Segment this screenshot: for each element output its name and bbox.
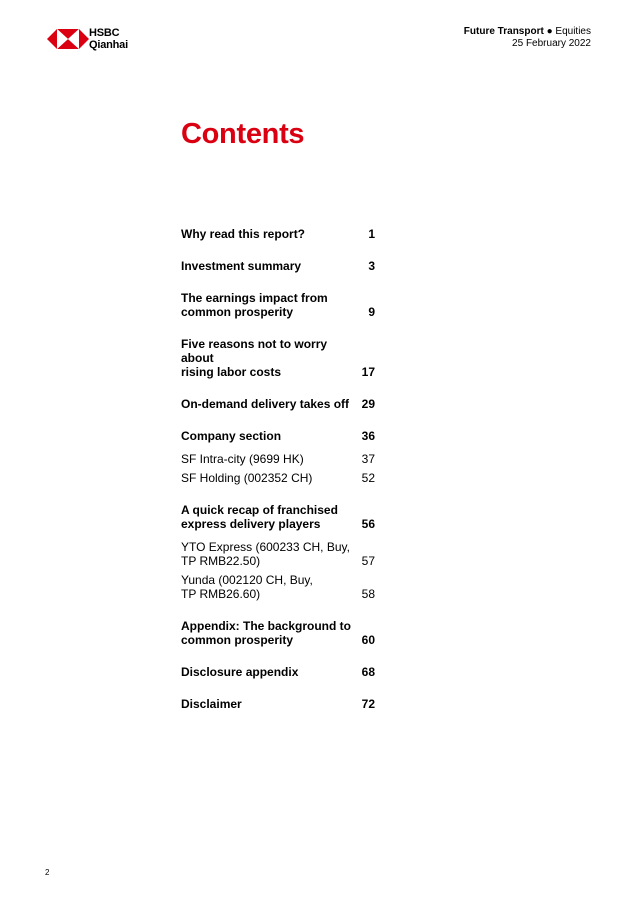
toc-entry[interactable] — [181, 227, 375, 241]
toc-entry[interactable] — [181, 503, 375, 531]
toc-entry-page: 29 — [361, 397, 375, 411]
toc-entry[interactable] — [181, 697, 375, 711]
bullet-separator: ● — [546, 26, 553, 37]
toc-entry-page: 1 — [368, 227, 375, 241]
table-of-contents — [181, 227, 375, 711]
toc-entry-page: 52 — [361, 471, 375, 485]
toc-entry-page: 3 — [368, 259, 375, 273]
toc-entry-page: 56 — [361, 517, 375, 531]
toc-entry-label: SF Intra-city (9699 HK) — [181, 452, 304, 466]
page-number: 2 — [45, 868, 50, 877]
toc-entry-page: 36 — [361, 429, 375, 443]
toc-entry-label: Yunda (002120 CH, Buy, TP RMB26.60) — [181, 573, 313, 601]
report-date: 25 February 2022 — [512, 38, 591, 49]
toc-entry-label: Investment summary — [181, 259, 302, 273]
toc-entry-label: YTO Express (600233 CH, Buy, TP RMB22.50) — [181, 540, 350, 568]
toc-entry-label: Disclaimer — [181, 697, 242, 711]
toc-entry-label: Why read this report? — [181, 227, 306, 241]
toc-entry-page: 72 — [361, 697, 375, 711]
toc-entry-label: SF Holding (002352 CH) — [181, 471, 313, 485]
toc-entry-page: 68 — [361, 665, 375, 679]
toc-entry[interactable] — [181, 619, 375, 647]
toc-entry[interactable] — [181, 291, 375, 319]
logo-text — [89, 27, 128, 51]
toc-subentry[interactable] — [181, 452, 375, 466]
toc-entry-page: 60 — [361, 633, 375, 647]
logo-line-hsbc: HSBC — [89, 27, 120, 39]
toc-entry[interactable] — [181, 397, 375, 411]
toc-entry-label: The earnings impact from common prosperity — [181, 291, 328, 319]
toc-entry-page: 17 — [361, 365, 375, 379]
report-series-line — [464, 26, 591, 38]
toc-entry-label: A quick recap of franchised express delivery players — [181, 503, 338, 531]
toc-entry-label: Company section — [181, 429, 282, 443]
toc-entry-page: 58 — [361, 587, 375, 601]
hsbc-logo — [47, 27, 137, 51]
toc-subentry[interactable] — [181, 540, 375, 568]
toc-entry-label: Disclosure appendix — [181, 665, 299, 679]
report-series: Future Transport — [463, 26, 544, 37]
page-title: Contents — [181, 118, 305, 150]
toc-entry[interactable] — [181, 429, 375, 443]
toc-entry-label: Five reasons not to worry about rising labor costs — [181, 337, 328, 379]
logo-line-qianhai: Qianhai — [89, 39, 128, 51]
toc-entry[interactable] — [181, 337, 375, 379]
toc-entry-page: 37 — [361, 452, 375, 466]
toc-entry-page: 9 — [368, 305, 375, 319]
toc-entry[interactable] — [181, 665, 375, 679]
toc-entry-label: Appendix: The background to common prosperity — [181, 619, 351, 647]
report-category: Equities — [555, 26, 591, 37]
toc-subentry[interactable] — [181, 471, 375, 485]
toc-subentry[interactable] — [181, 573, 375, 601]
hsbc-hexagon-icon — [47, 27, 89, 51]
report-header — [464, 26, 591, 50]
toc-entry-label: On-demand delivery takes off — [181, 397, 350, 411]
toc-entry-page: 57 — [361, 554, 375, 568]
toc-entry[interactable] — [181, 259, 375, 273]
